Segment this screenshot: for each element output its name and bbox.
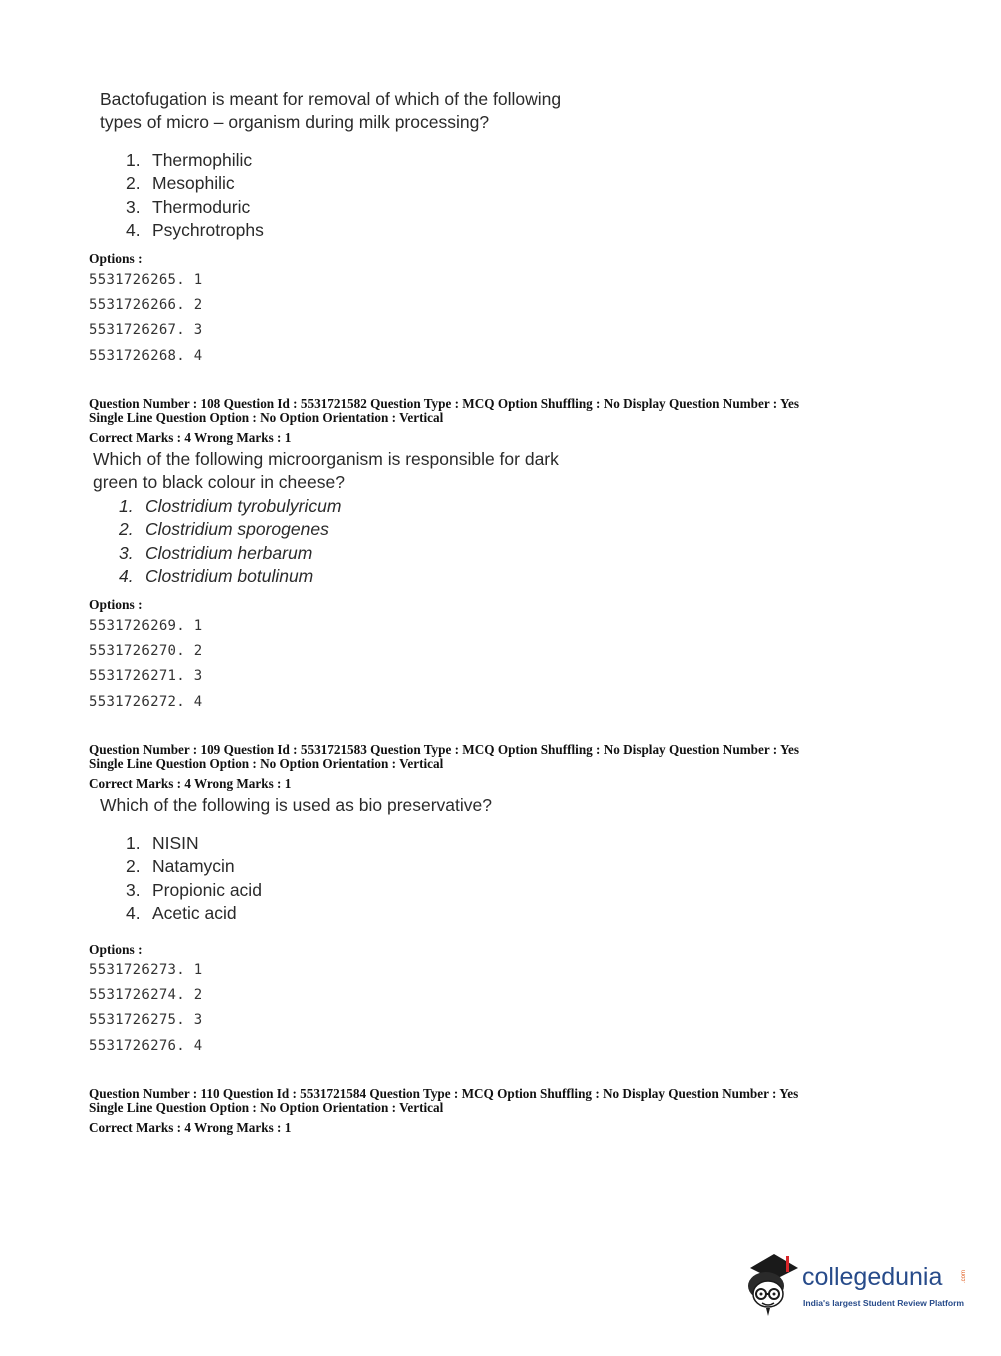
q110-meta-line-2: Single Line Question Option : No Option Orientation : Vertical	[89, 1100, 444, 1115]
q108-choice-list	[119, 495, 341, 588]
choice-text: Natamycin	[152, 856, 235, 877]
q109-choice	[126, 879, 262, 902]
q110-marks: Correct Marks : 4 Wrong Marks : 1	[89, 1120, 292, 1135]
q108-choice	[119, 542, 341, 565]
q108-choice	[119, 565, 341, 588]
option-id: 5531726275. 3	[89, 1012, 203, 1029]
q108-options-label: Options :	[89, 597, 143, 612]
q107-choice	[126, 219, 264, 242]
q108-stem	[93, 448, 559, 494]
choice-text: NISIN	[152, 833, 199, 853]
option-id: 5531726265. 1	[89, 272, 203, 288]
choice-number: 2.	[119, 519, 134, 540]
choice-text: Clostridium tyrobulyricum	[145, 496, 342, 516]
q107-choice	[126, 172, 264, 195]
collegedunia-logo	[742, 1248, 972, 1318]
q107-stem-line-1: Bactofugation is meant for removal of which of the following	[100, 89, 562, 109]
q107-stem	[100, 88, 561, 134]
option-id: 5531726269. 1	[89, 618, 203, 634]
q108-stem-line-1: Which of the following microorganism is responsible for dark	[93, 449, 559, 469]
q109-choice	[126, 902, 262, 925]
choice-text: Thermophilic	[152, 150, 253, 170]
option-id: 5531726276. 4	[89, 1037, 203, 1054]
choice-number: 3.	[126, 196, 141, 217]
choice-number: 4.	[119, 565, 134, 586]
q107-choice	[126, 196, 264, 219]
option-id: 5531726272. 4	[89, 693, 203, 710]
choice-number: 3.	[119, 542, 134, 563]
option-id: 5531726268. 4	[89, 347, 203, 364]
q107-stem-line-2: types of micro – organism during milk processing?	[100, 112, 490, 132]
q109-marks: Correct Marks : 4 Wrong Marks : 1	[89, 776, 292, 791]
q107-options-list	[89, 268, 202, 369]
q108-meta-line-1: Question Number : 108 Question Id : 5531721582 Question Type : MCQ Option Shuffling : No Display Question Number : Yes	[89, 396, 799, 411]
logo-wordmark: collegedunia	[802, 1263, 943, 1291]
choice-number: 2.	[126, 173, 141, 194]
choice-text: Thermoduric	[152, 196, 251, 217]
q107-options-label: Options :	[89, 251, 143, 266]
choice-text: Acetic acid	[152, 902, 237, 923]
q109-choice-list	[126, 832, 262, 925]
choice-number: 1.	[119, 496, 134, 516]
choice-number: 4.	[126, 219, 141, 240]
q109-options-label: Options :	[89, 942, 143, 957]
q108-marks: Correct Marks : 4 Wrong Marks : 1	[89, 430, 292, 445]
option-id: 5531726271. 3	[89, 668, 203, 685]
option-id: 5531726270. 2	[89, 643, 203, 660]
choice-number: 4.	[126, 902, 141, 923]
choice-text: Clostridium botulinum	[145, 565, 314, 586]
q110-meta-line-1: Question Number : 110 Question Id : 5531721584 Question Type : MCQ Option Shuffling : No Display Question Number : Yes	[89, 1086, 799, 1101]
q108-options-list	[89, 614, 202, 715]
q109-choice	[126, 855, 262, 878]
choice-text: Psychrotrophs	[152, 219, 264, 240]
logo-com: .com	[961, 1270, 967, 1284]
q109-options-list	[89, 958, 202, 1059]
q108-meta-line-2: Single Line Question Option : No Option Orientation : Vertical	[89, 410, 444, 425]
q108-choice	[119, 518, 341, 541]
q109-choice	[126, 832, 262, 855]
q109-stem	[100, 794, 492, 817]
choice-number: 2.	[126, 856, 141, 877]
choice-text: Clostridium herbarum	[145, 542, 313, 563]
q109-meta-line-1: Question Number : 109 Question Id : 5531721583 Question Type : MCQ Option Shuffling : No Display Question Number : Yes	[89, 742, 799, 757]
q109-meta-line-2: Single Line Question Option : No Option Orientation : Vertical	[89, 756, 444, 771]
logo-tagline: India's largest Student Review Platform	[803, 1298, 965, 1308]
choice-text: Mesophilic	[152, 173, 235, 194]
option-id: 5531726266. 2	[89, 297, 203, 314]
choice-number: 1.	[126, 833, 141, 853]
mascot-icon	[742, 1248, 802, 1318]
choice-number: 3.	[126, 879, 141, 900]
option-id: 5531726273. 1	[89, 962, 203, 978]
q107-choice-list	[126, 149, 264, 242]
option-id: 5531726274. 2	[89, 987, 203, 1004]
option-id: 5531726267. 3	[89, 322, 203, 339]
choice-text: Propionic acid	[152, 879, 262, 900]
q108-stem-line-2: green to black colour in cheese?	[93, 472, 345, 492]
q109-stem-line-1: Which of the following is used as bio preservative?	[100, 795, 493, 815]
choice-text: Clostridium sporogenes	[145, 519, 329, 540]
q108-choice	[119, 495, 341, 518]
q107-choice	[126, 149, 264, 172]
choice-number: 1.	[126, 150, 141, 170]
